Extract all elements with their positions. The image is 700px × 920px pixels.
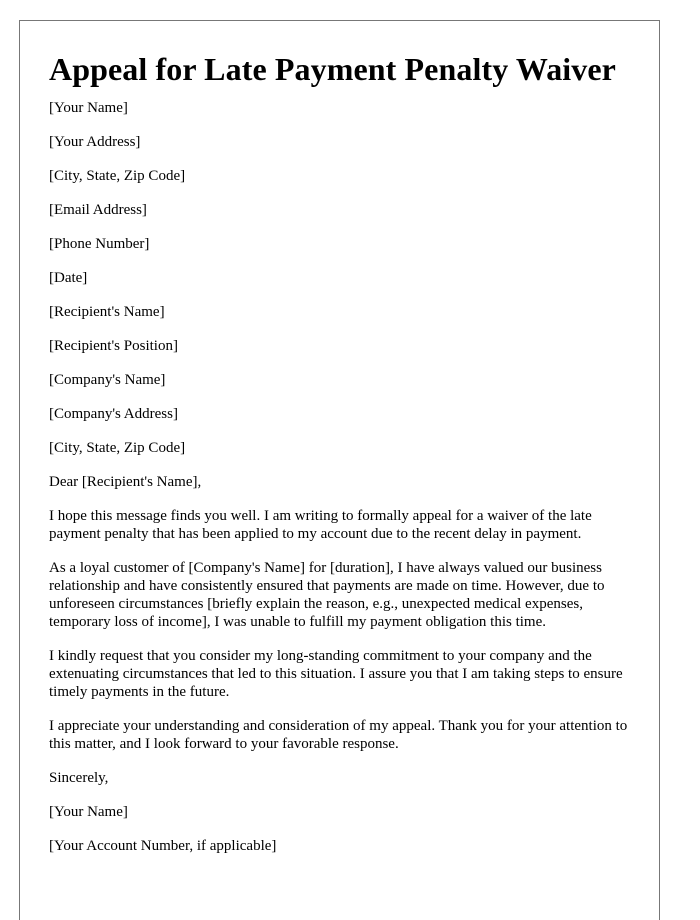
sender-block <box>49 99 639 287</box>
account-number: [Your Account Number, if applicable] <box>49 838 277 854</box>
body-paragraph: I hope this message finds you well. I am writing to formally appeal for a waiver of the late payment penalty that has been applied to my account due to the recent delay in payment. <box>49 508 592 542</box>
sender-name: [Your Name] <box>49 100 128 116</box>
sender-city-state-zip: [City, State, Zip Code] <box>49 168 186 184</box>
letter-page <box>19 20 660 920</box>
letter-content <box>49 21 639 871</box>
salutation: Dear [Recipient's Name], <box>49 474 202 490</box>
recipient-city-state-zip: [City, State, Zip Code] <box>49 440 186 456</box>
body-paragraph: As a loyal customer of [Company's Name] for [duration], I have always valued our business relationship and have consistently ensured that payments are made on time. However, due to unforeseen circumstances [briefly explain the reason, e.g., unexpected medical expenses, temporary loss of income], I was unable to fulfill my payment obligation this time. <box>49 560 605 630</box>
body-paragraph: I kindly request that you consider my long-standing commitment to your company and the extenuating circumstances that led to this situation. I assure you that I am taking steps to ensure timely payments in the future. <box>49 648 623 700</box>
recipient-name: [Recipient's Name] <box>49 304 165 320</box>
sender-address: [Your Address] <box>49 134 141 150</box>
recipient-address: [Company's Address] <box>49 406 178 422</box>
recipient-position: [Recipient's Position] <box>49 338 178 354</box>
sender-phone: [Phone Number] <box>49 236 150 252</box>
recipient-company: [Company's Name] <box>49 372 166 388</box>
signature-name: [Your Name] <box>49 804 128 820</box>
body-paragraph: I appreciate your understanding and consideration of my appeal. Thank you for your attention to this matter, and I look forward to your favorable response. <box>49 718 628 752</box>
closing: Sincerely, <box>49 770 109 786</box>
recipient-block <box>49 303 639 457</box>
letter-body <box>49 507 639 753</box>
letter-date: [Date] <box>49 270 88 286</box>
letter-title: Appeal for Late Payment Penalty Waiver <box>49 51 616 87</box>
sender-email: [Email Address] <box>49 202 147 218</box>
